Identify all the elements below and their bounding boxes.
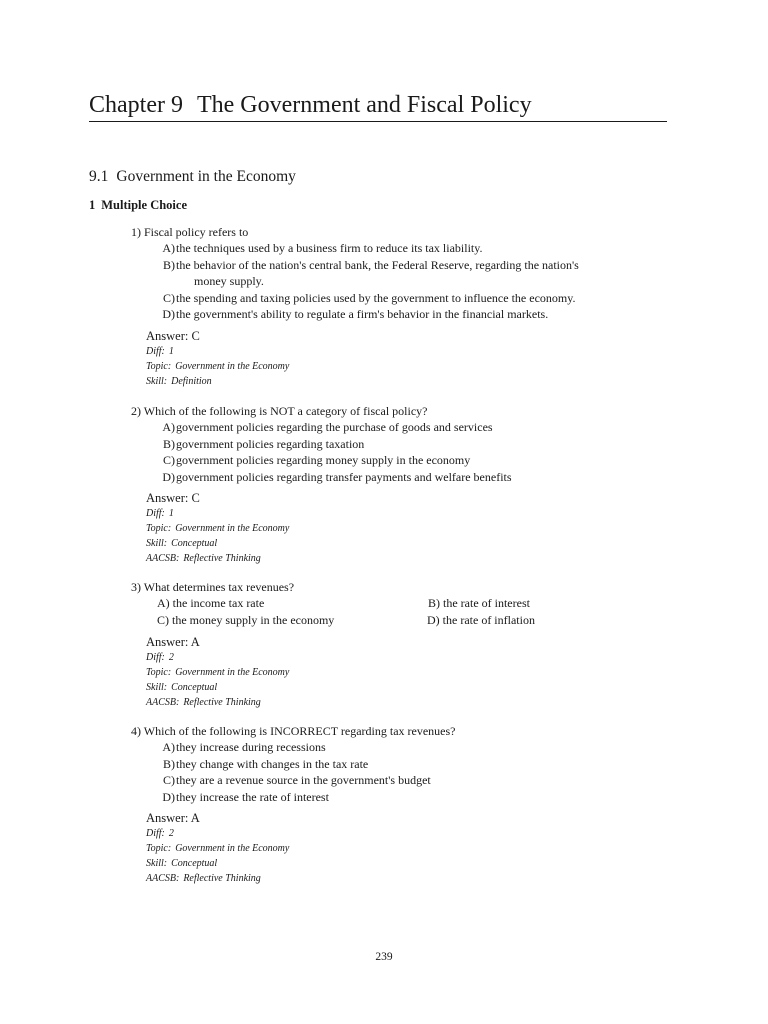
- option-a: [131, 419, 651, 436]
- answer: Answer: A: [146, 635, 200, 649]
- subsection-name: Multiple Choice: [101, 198, 188, 212]
- chapter-number: Chapter 9: [89, 92, 183, 118]
- question-stem: 4) Which of the following is INCORRECT regarding tax revenues?: [131, 724, 456, 738]
- question-stem: 2) Which of the following is NOT a category of fiscal policy?: [131, 404, 428, 418]
- option-label: C): [163, 453, 175, 467]
- option-text: they increase the rate of interest: [176, 789, 329, 804]
- option-d: [131, 306, 651, 323]
- option-text: they increase during recessions: [176, 740, 326, 754]
- meta-topic: Topic: Government in the Economy: [146, 360, 290, 372]
- option-text: government policies regarding money supply in the economy: [176, 453, 471, 467]
- option-text: the techniques used by a business firm to reduce its tax liability.: [176, 241, 483, 255]
- meta-skill: Skill: Conceptual: [146, 858, 218, 869]
- question-stem: 1) Fiscal policy refers to: [131, 225, 249, 239]
- option-b: B) the rate of interest: [428, 596, 530, 610]
- question-2: [131, 403, 651, 566]
- option-text: the government's ability to regulate a firm's behavior in the financial markets.: [176, 307, 549, 321]
- answer: Answer: A: [146, 811, 200, 825]
- subsection-title: [89, 197, 187, 213]
- meta-topic: Topic: Government in the Economy: [146, 667, 290, 678]
- option-text: the spending and taxing policies used by the government to influence the economy.: [176, 290, 576, 305]
- option-text: they are a revenue source in the government's budget: [176, 773, 431, 787]
- option-d: [131, 789, 651, 806]
- option-c: [131, 772, 651, 789]
- option-label: D): [162, 469, 175, 484]
- question-4: [131, 723, 651, 886]
- subsection-number: 1: [89, 198, 96, 212]
- section-number: 9.1: [89, 168, 109, 185]
- meta-skill: Skill: Conceptual: [146, 682, 218, 693]
- option-text: government policies regarding the purchase of goods and services: [176, 420, 493, 434]
- option-label: D): [162, 307, 175, 321]
- question-3: [131, 579, 651, 710]
- page-number: 239: [375, 951, 393, 963]
- meta-diff: Diff: 1: [146, 345, 174, 357]
- option-label: C): [163, 773, 175, 787]
- option-b: [131, 756, 651, 773]
- meta-diff: Diff: 2: [146, 652, 174, 663]
- option-c: C) the money supply in the economy: [157, 613, 335, 627]
- meta-skill: Skill: Definition: [146, 375, 212, 387]
- option-d: D) the rate of inflation: [427, 613, 535, 627]
- option-label: A): [162, 740, 175, 754]
- option-label: C): [163, 290, 175, 305]
- chapter-title: [89, 90, 667, 122]
- option-label: A): [162, 420, 175, 434]
- meta-topic: Topic: Government in the Economy: [146, 523, 290, 534]
- option-a: A) the income tax rate: [157, 596, 265, 610]
- option-c: [131, 290, 651, 307]
- option-text: the behavior of the nation's central bank, the Federal Reserve, regarding the nation's: [176, 257, 579, 272]
- option-a: [131, 240, 651, 257]
- section-name: Government in the Economy: [116, 168, 296, 185]
- answer: Answer: C: [146, 491, 200, 505]
- option-a: [131, 739, 651, 756]
- option-d: [131, 469, 651, 486]
- meta-aacsb: AACSB: Reflective Thinking: [146, 697, 261, 708]
- question-stem: 3) What determines tax revenues?: [131, 580, 295, 594]
- option-label: B): [163, 257, 175, 272]
- option-text: government policies regarding transfer payments and welfare benefits: [176, 469, 512, 484]
- option-c: [131, 452, 651, 469]
- meta-skill: Skill: Conceptual: [146, 538, 218, 549]
- question-1: [131, 224, 651, 389]
- meta-diff: Diff: 2: [146, 828, 174, 839]
- answer: Answer: C: [146, 328, 200, 343]
- option-text: government policies regarding taxation: [176, 436, 365, 451]
- meta-topic: Topic: Government in the Economy: [146, 843, 290, 854]
- option-label: B): [163, 756, 175, 771]
- meta-diff: Diff: 1: [146, 508, 174, 519]
- chapter-name: The Government and Fiscal Policy: [196, 92, 532, 118]
- option-label: A): [162, 241, 175, 255]
- option-label: B): [163, 436, 175, 451]
- meta-aacsb: AACSB: Reflective Thinking: [146, 873, 261, 884]
- option-label: D): [162, 789, 175, 804]
- option-b: [131, 436, 651, 453]
- section-title: [89, 167, 296, 187]
- meta-aacsb: AACSB: Reflective Thinking: [146, 553, 261, 564]
- options-row-1: [131, 595, 651, 612]
- option-text-continued: money supply.: [194, 274, 264, 288]
- options-row-2: [131, 612, 651, 629]
- option-text: they change with changes in the tax rate: [176, 756, 369, 771]
- option-b: [131, 257, 651, 290]
